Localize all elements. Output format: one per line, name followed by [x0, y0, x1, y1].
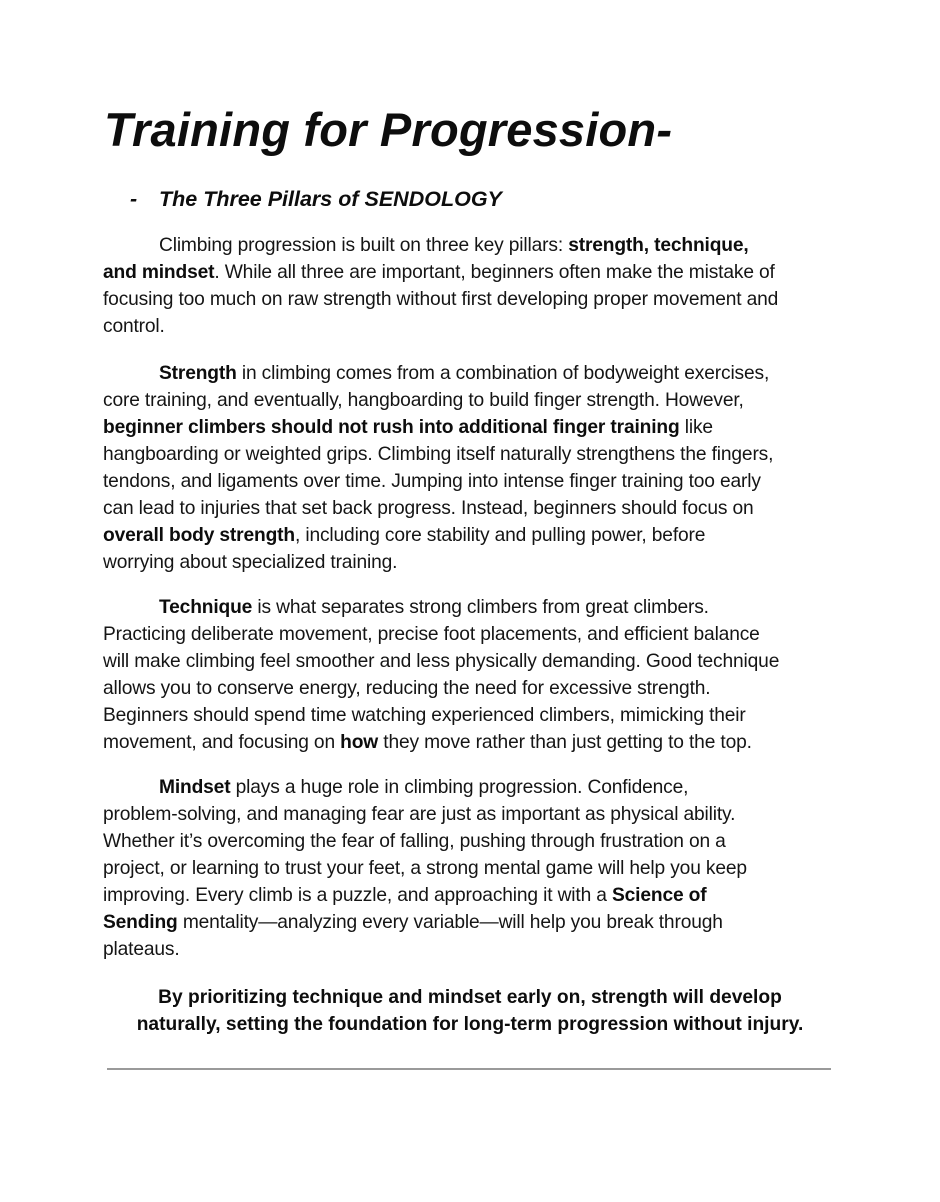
text-line — [103, 286, 843, 313]
text-run: will make climbing feel smoother and less physically demanding. Good technique — [103, 651, 780, 672]
bold-emphasis: strength, technique, — [568, 235, 749, 256]
text-line — [103, 774, 843, 801]
horizontal-divider — [107, 1068, 831, 1070]
text-line — [103, 387, 843, 414]
section-subtitle — [130, 184, 502, 214]
text-line — [103, 414, 843, 441]
text-line — [103, 936, 843, 963]
bullet-dash: - — [130, 187, 138, 211]
subtitle-text: The Three Pillars of SENDOLOGY — [159, 187, 502, 211]
text-line — [103, 909, 843, 936]
bold-emphasis: Strength — [159, 363, 237, 384]
text-line — [103, 522, 843, 549]
text-run: tendons, and ligaments over time. Jumping into intense finger training too early — [103, 471, 761, 492]
bold-emphasis: Mindset — [159, 777, 231, 798]
bold-emphasis: Science of — [612, 885, 707, 906]
text-run: Climbing progression is built on three key pillars: — [159, 235, 569, 256]
text-run: plateaus. — [103, 939, 180, 960]
text-run: problem-solving, and managing fear are just as important as physical ability. — [103, 804, 736, 825]
bold-emphasis: Sending — [103, 912, 178, 933]
text-line — [103, 232, 843, 259]
text-run: hangboarding or weighted grips. Climbing itself naturally strengthens the fingers, — [103, 444, 774, 465]
text-run: can lead to injuries that set back progress. Instead, beginners should focus on — [103, 498, 754, 519]
text-line — [103, 259, 843, 286]
bold-emphasis: Technique — [159, 597, 253, 618]
bold-emphasis: and mindset — [103, 262, 215, 283]
page-title: Training for Progression- — [104, 103, 673, 156]
conclusion-line: naturally, setting the foundation for long-term progression without injury. — [136, 1014, 804, 1035]
text-run: , including core stability and pulling power, before — [294, 525, 706, 546]
text-run: project, or learning to trust your feet, a strong mental game will help you keep — [103, 858, 747, 879]
bold-emphasis: beginner climbers should not rush into additional finger training — [103, 417, 680, 438]
text-run: improving. Every climb is a puzzle, and approaching it with a — [103, 885, 613, 906]
bold-emphasis: overall body strength — [103, 525, 295, 546]
text-line — [103, 702, 843, 729]
bold-emphasis: how — [340, 732, 379, 753]
text-line — [103, 675, 843, 702]
text-line — [103, 828, 843, 855]
paragraph-intro — [103, 232, 843, 340]
text-run: they move rather than just getting to the top. — [378, 732, 752, 753]
text-run: Beginners should spend time watching experienced climbers, mimicking their — [103, 705, 746, 726]
paragraph-mindset — [103, 774, 843, 963]
text-line — [103, 313, 843, 340]
paragraph-technique — [103, 594, 843, 756]
text-run: in climbing comes from a combination of bodyweight exercises, — [236, 363, 770, 384]
text-line — [103, 594, 843, 621]
text-run: core training, and eventually, hangboarding to build finger strength. However, — [103, 390, 744, 411]
text-line — [103, 495, 843, 522]
text-line — [103, 648, 843, 675]
paragraph-strength — [103, 360, 843, 576]
text-line — [103, 801, 843, 828]
text-run: allows you to conserve energy, reducing the need for excessive strength. — [103, 678, 711, 699]
conclusion-statement — [100, 984, 840, 1038]
text-line — [103, 468, 843, 495]
text-line — [103, 855, 843, 882]
text-run: plays a huge role in climbing progression. Confidence, — [230, 777, 689, 798]
text-line — [103, 621, 843, 648]
text-run: control. — [103, 316, 165, 337]
conclusion-line: By prioritizing technique and mindset early on, strength will develop — [158, 987, 782, 1008]
text-run: movement, and focusing on — [103, 732, 341, 753]
text-run: mentality—analyzing every variable—will help you break through — [177, 912, 723, 933]
text-run: like — [679, 417, 713, 438]
text-line — [103, 360, 843, 387]
text-line — [103, 882, 843, 909]
text-run: focusing too much on raw strength without first developing proper movement and — [103, 289, 779, 310]
text-run: Practicing deliberate movement, precise foot placements, and efficient balance — [103, 624, 760, 645]
text-run: . While all three are important, beginners often make the mistake of — [214, 262, 775, 283]
text-run: worrying about specialized training. — [103, 552, 398, 573]
text-line — [103, 729, 843, 756]
text-line — [103, 441, 843, 468]
text-line — [103, 549, 843, 576]
text-run: is what separates strong climbers from great climbers. — [252, 597, 709, 618]
text-run: Whether it’s overcoming the fear of falling, pushing through frustration on a — [103, 831, 726, 852]
